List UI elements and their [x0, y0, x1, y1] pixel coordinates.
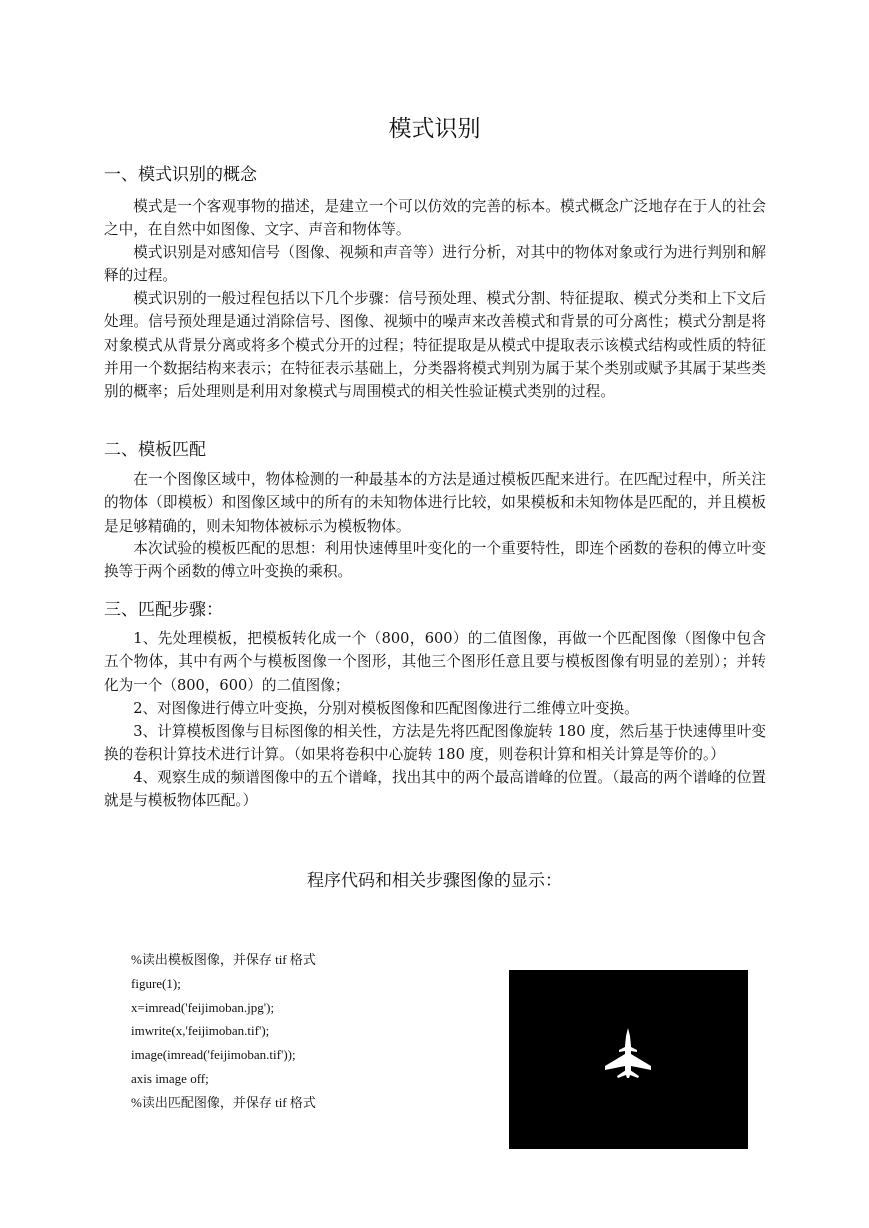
- section-heading-template-matching: 二、模板匹配: [104, 440, 206, 460]
- paragraph: 在一个图像区域中，物体检测的一种最基本的方法是通过模板匹配来进行。在匹配过程中，所关注的物体（即模板）和图像区域中的所有的未知物体进行比较，如果模板和未知物体是匹配的，并且模板是足够精确的，则未知物体被标示为模板物体。: [104, 471, 766, 535]
- code-block: [131, 948, 471, 1115]
- template-image-figure: [509, 970, 748, 1149]
- paragraph: 本次试验的模板匹配的思想：利用快速傅里叶变化的一个重要特性，即连个函数的卷积的傅立叶变换等于两个函数的傅立叶变换的乘积。: [104, 540, 766, 581]
- document-title: 模式识别: [388, 116, 481, 142]
- paragraph: 模式是一个客观事物的描述，是建立一个可以仿效的完善的标本。模式概念广泛地存在于人的社会之中，在自然中如图像、文字、声音和物体等。: [104, 198, 766, 239]
- code-line: axis image off;: [131, 1070, 209, 1086]
- code-line: image(imread('feijimoban.tif'));: [131, 1047, 296, 1063]
- paragraph: 模式识别是对感知信号（图像、视频和声音等）进行分析，对其中的物体对象或行为进行判别和解释的过程。: [104, 244, 766, 285]
- code-line: %读出模板图像，并保存 tif 格式: [131, 952, 316, 967]
- paragraph: 1、先处理模板，把模板转化成一个（800，600）的二值图像，再做一个匹配图像（图像中包含五个物体，其中有两个与模板图像一个图形，其他三个图形任意且要与模板图像有明显的差别）；并转化为一个（800，600）的二值图像；: [104, 630, 766, 694]
- code-line: x=imread('feijimoban.jpg');: [131, 999, 275, 1015]
- code-line: %读出匹配图像，并保存 tif 格式: [131, 1094, 316, 1110]
- section-heading-matching-steps: 三、匹配步骤：: [104, 600, 223, 620]
- paragraph: 3、计算模板图像与目标图像的相关性，方法是先将匹配图像旋转 180 度，然后基于快速傅里叶变换的卷积计算技术进行计算。（如果将卷积中心旋转 180 度，则卷积计算和相关计算是等价的。）: [104, 723, 766, 764]
- code-section-title: 程序代码和相关步骤图像的显示：: [307, 871, 562, 891]
- paragraph: 2、对图像进行傅立叶变换，分别对模板图像和匹配图像进行二维傅立叶变换。: [133, 700, 639, 717]
- paragraph: 4、观察生成的频谱图像中的五个谱峰，找出其中的两个最高谱峰的位置。（最高的两个谱峰的位置就是与模板物体匹配。）: [104, 769, 766, 810]
- code-line: imwrite(x,'feijimoban.tif');: [131, 1023, 270, 1039]
- code-line: figure(1);: [131, 975, 181, 991]
- airplane-icon: [509, 970, 748, 1149]
- paragraph: 模式识别的一般过程包括以下几个步骤：信号预处理、模式分割、特征提取、模式分类和上下文后处理。信号预处理是通过消除信号、图像、视频中的噪声来改善模式和背景的可分离性；模式分割是将对象模式从背景分离或将多个模式分开的过程；特征提取是从模式中提取表示该模式结构或性质的特征并用一个数据结构来表示；在特征表示基础上，分类器将模式判别为属于某个类别或赋予其属于某些类别的概率；后处理则是利用对象模式与周围模式的相关性验证模式类别的过程。: [104, 290, 766, 401]
- section-heading-concept: 一、模式识别的概念: [104, 165, 257, 185]
